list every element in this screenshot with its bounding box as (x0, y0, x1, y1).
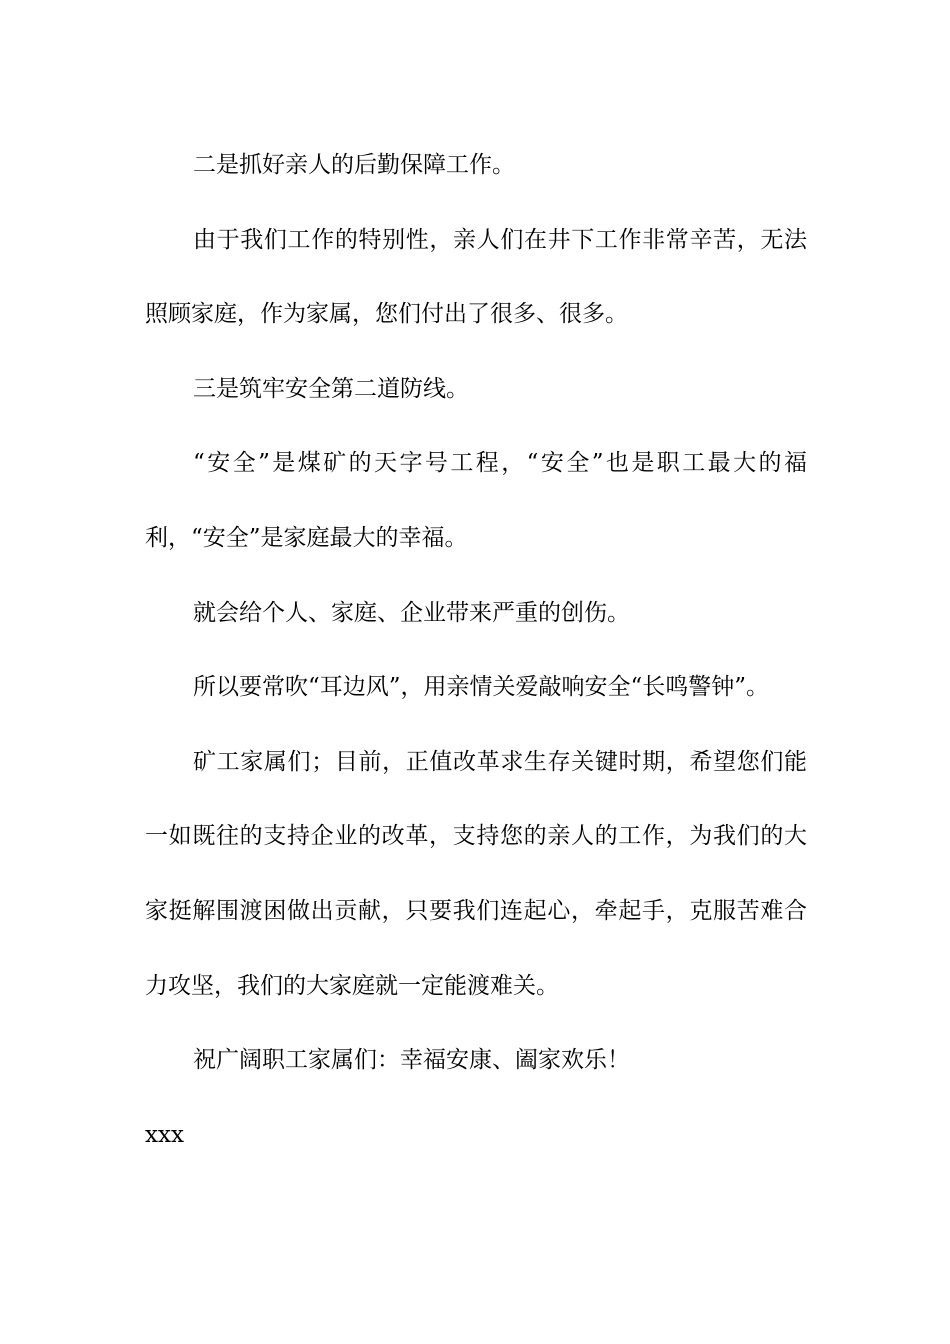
paragraph-1: 二是抓好亲人的后勤保障工作。 (193, 152, 515, 178)
paragraph-5: 就会给个人、家庭、企业带来严重的创伤。 (193, 599, 630, 626)
paragraph-6: 所以要常吹“耳边风”，用亲情关爱敲响安全“长鸣警钟”。 (193, 674, 770, 701)
paragraph-3: 三是筑牢安全第二道防线。 (193, 375, 469, 402)
paragraph-2: 由于我们工作的特别性，亲人们在井下工作非常辛苦，无法照顾家庭，作为家属，您们付出了很多、很多。 (145, 226, 807, 328)
paragraph-7: 矿工家属们；目前，正值改革求生存关键时期，希望您们能一如既往的支持企业的改革，支持您的亲人的工作，为我们的大家挺解围渡困做出贡献，只要我们连起心，牵起手，克服苦难合力攻坚，我们的大家庭就一定能渡难关。 (145, 748, 807, 999)
document-body (145, 128, 807, 1172)
signature: xxx (145, 1121, 184, 1148)
paragraph-8: 祝广阔职工家属们：幸福安康、阖家欢乐！ (193, 1047, 630, 1074)
paragraph-4: “安全”是煤矿的天字号工程，“安全”也是职工最大的福利，“安全”是家庭最大的幸福。 (145, 450, 807, 551)
